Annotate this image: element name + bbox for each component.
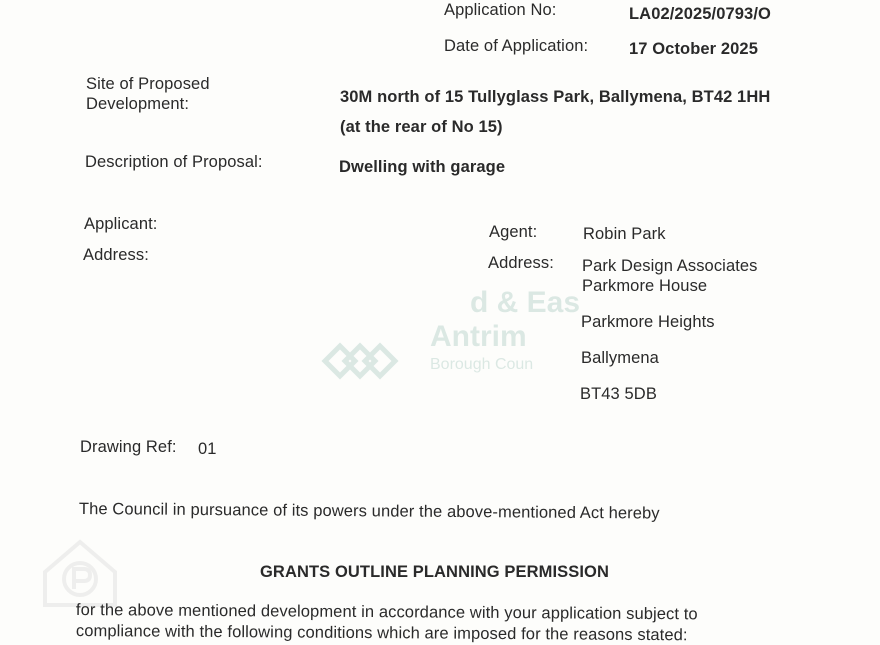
agent-label: Agent: (489, 223, 538, 241)
conditions-text-line1: for the above mentioned development in accordance with your application subject to (75, 601, 698, 624)
agent-address-line: Parkmore House (582, 277, 708, 295)
agent-address-line: Ballymena (581, 349, 659, 367)
applicant-address-label: Address: (83, 246, 149, 264)
site-label-line2: Development: (86, 95, 190, 113)
agent-address-line: Park Design Associates (582, 257, 758, 275)
site-value-line2: (at the rear of No 15) (340, 118, 503, 136)
agent-name: Robin Park (583, 225, 666, 243)
pursuance-text: The Council in pursuance of its powers under the above-mentioned Act hereby (78, 500, 660, 523)
site-label-line1: Site of Proposed (86, 75, 210, 93)
grant-heading: GRANTS OUTLINE PLANNING PERMISSION (260, 563, 609, 581)
date-of-application-value: 17 October 2025 (629, 40, 758, 58)
watermark-line1: d & Eas (470, 286, 581, 319)
drawing-ref-value: 01 (198, 440, 217, 458)
applicant-label: Applicant: (84, 215, 158, 233)
agent-address-label: Address: (488, 254, 554, 272)
property-portal-icon (40, 537, 120, 607)
conditions-text-line2: compliance with the following conditions which are imposed for the reasons stated: (75, 622, 688, 645)
council-logo-icon (320, 336, 400, 386)
application-no-value: LA02/2025/0793/O (629, 5, 771, 23)
application-no-label: Application No: (444, 1, 557, 19)
site-value-line1: 30M north of 15 Tullyglass Park, Ballymena, BT42 1HH (340, 88, 771, 106)
description-value: Dwelling with garage (339, 158, 506, 176)
drawing-ref-label: Drawing Ref: (80, 438, 177, 456)
agent-address-line: Parkmore Heights (581, 313, 715, 331)
agent-address-line: BT43 5DB (580, 385, 657, 403)
date-of-application-label: Date of Application: (444, 37, 589, 55)
watermark-line2: Antrim (430, 320, 527, 353)
watermark-line3: Borough Coun (430, 356, 534, 373)
description-label: Description of Proposal: (85, 153, 263, 171)
council-watermark (320, 286, 590, 386)
